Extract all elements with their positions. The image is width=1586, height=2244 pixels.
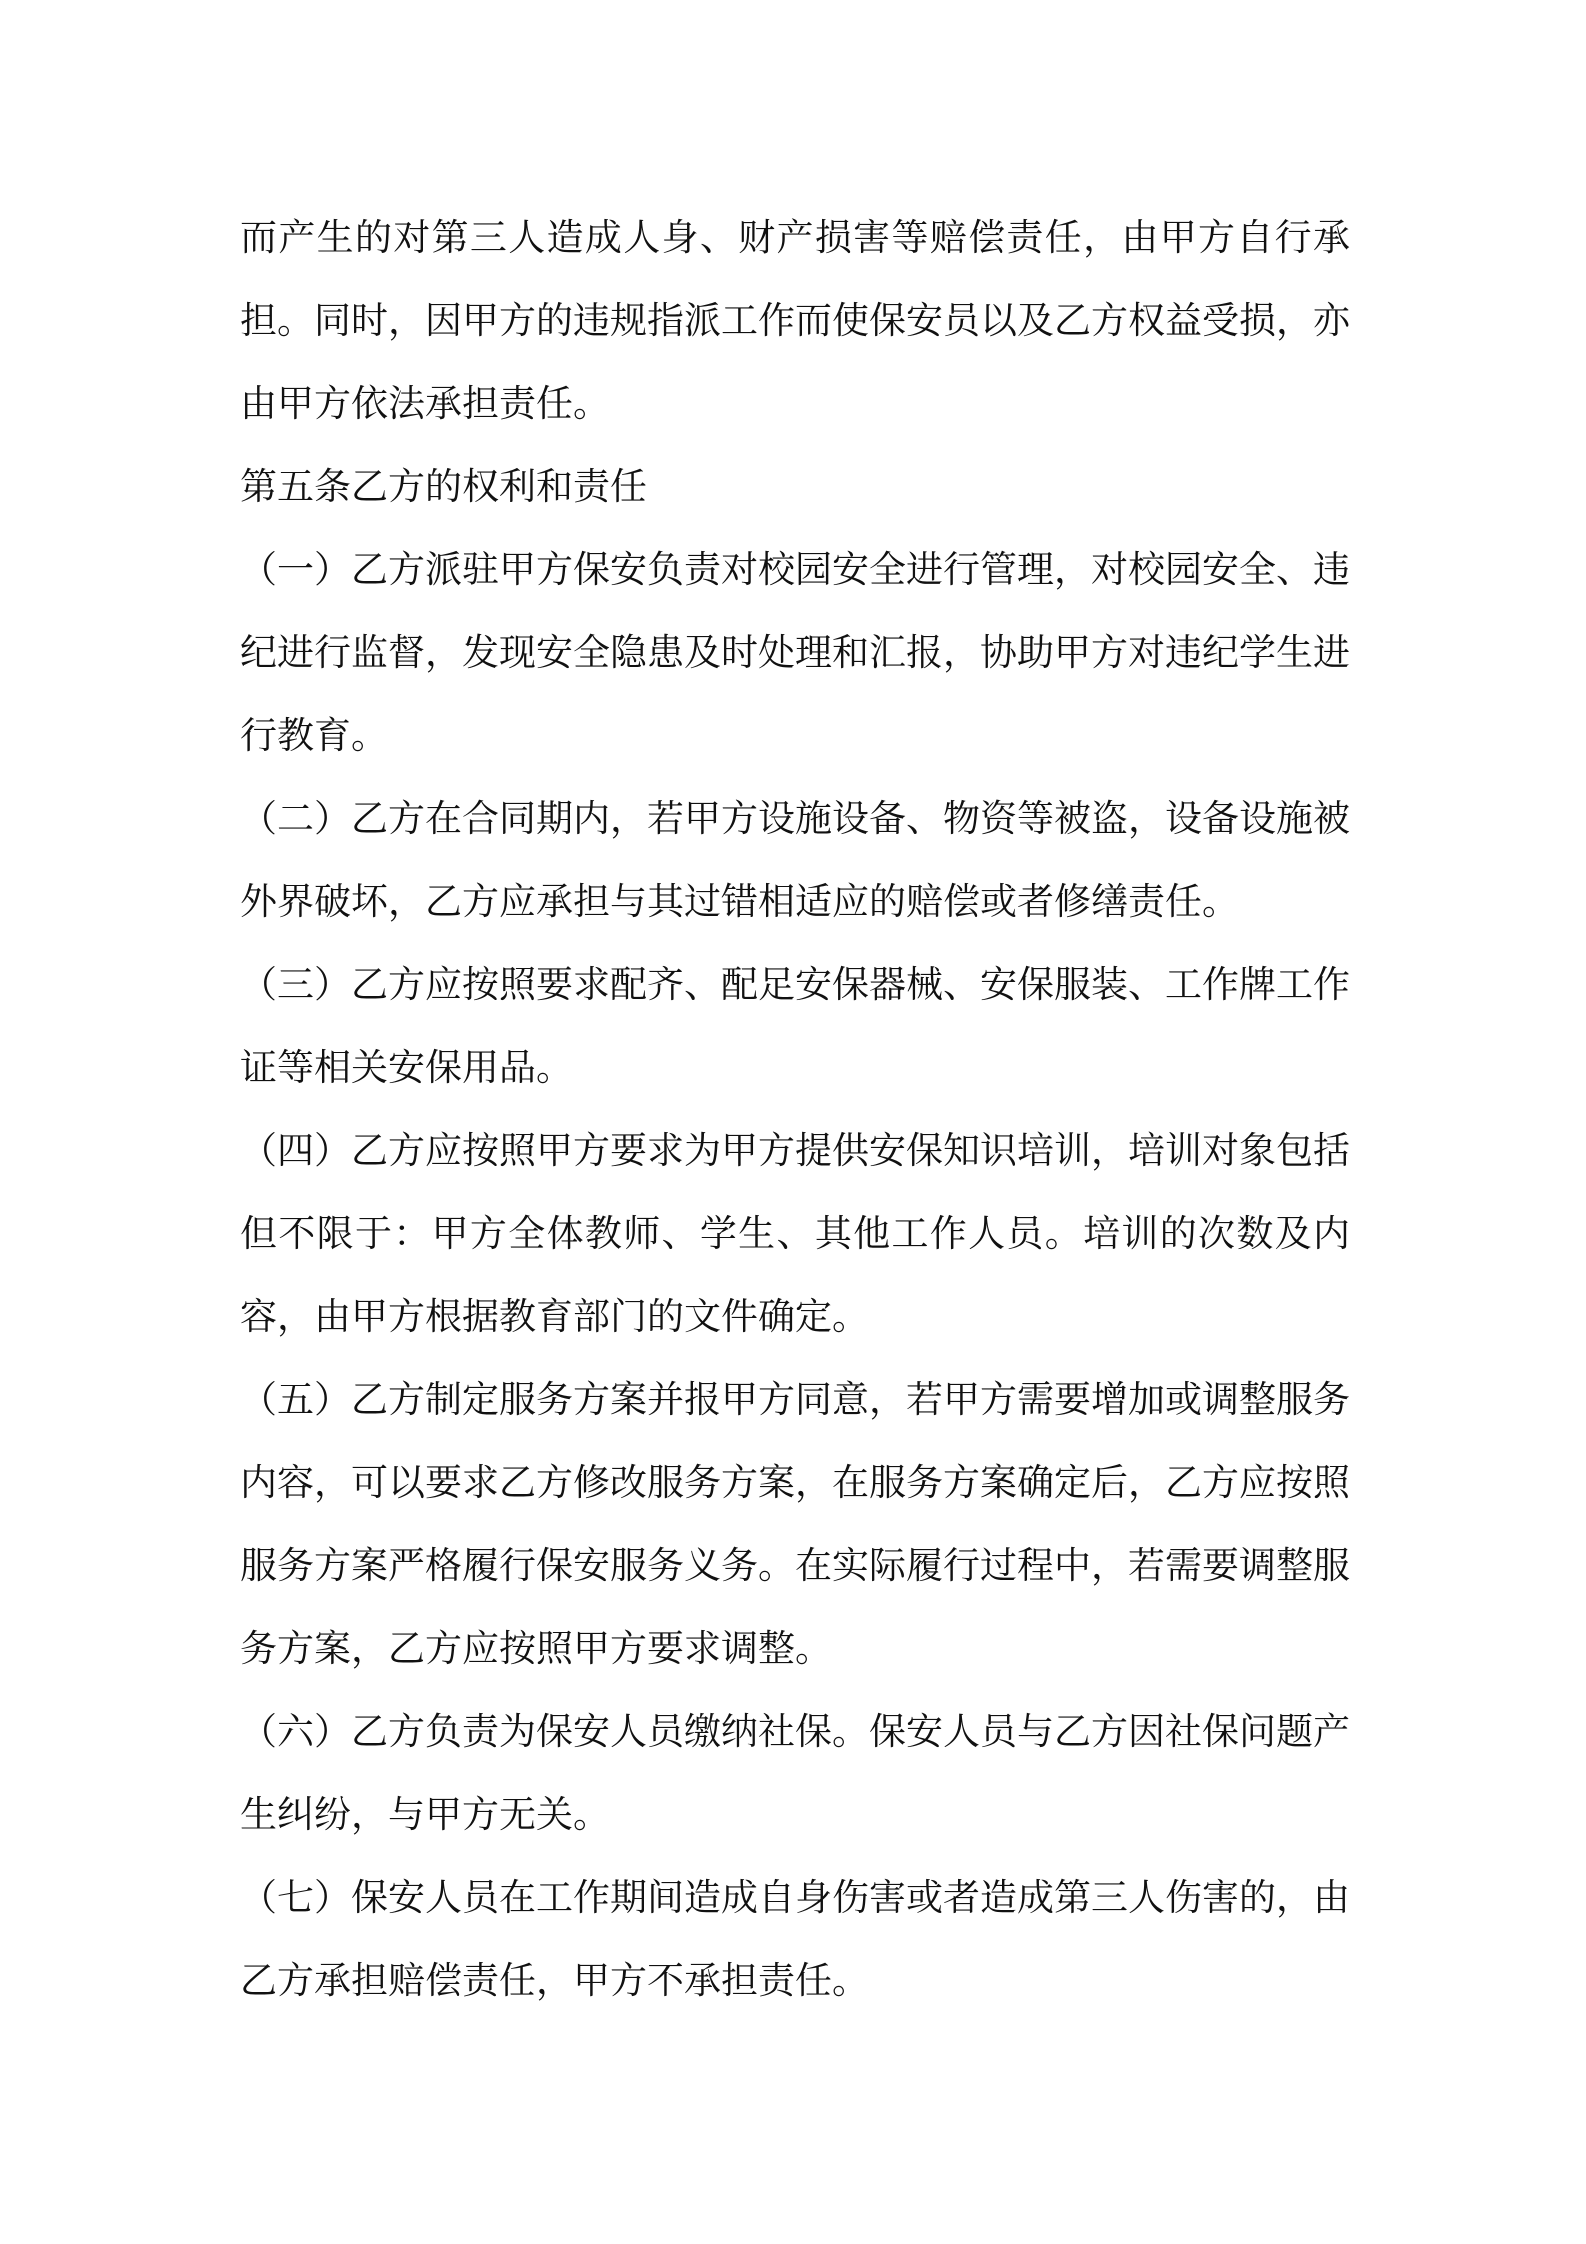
- clause-4: （四）乙方应按照甲方要求为甲方提供安保知识培训，培训对象包括但不限于：甲方全体教师、学生、其他工作人员。培训的次数及内容，由甲方根据教育部门的文件确定。: [240, 1129, 1350, 1338]
- clause-7: （七）保安人员在工作期间造成自身伤害或者造成第三人伤害的，由乙方承担赔偿责任，甲方不承担责任。: [240, 1876, 1350, 2002]
- clause-6: （六）乙方负责为保安人员缴纳社保。保安人员与乙方因社保问题产生纠纷，与甲方无关。: [240, 1710, 1350, 1836]
- clause-1: （一）乙方派驻甲方保安负责对校园安全进行管理，对校园安全、违纪进行监督，发现安全隐患及时处理和汇报，协助甲方对违纪学生进行教育。: [240, 548, 1350, 757]
- clause-3: （三）乙方应按照要求配齐、配足安保器械、安保服装、工作牌工作证等相关安保用品。: [240, 963, 1350, 1089]
- clause-2: （二）乙方在合同期内，若甲方设施设备、物资等被盗，设备设施被外界破坏，乙方应承担与其过错相适应的赔偿或者修缮责任。: [240, 797, 1350, 923]
- document-body: [240, 196, 1350, 2022]
- section-heading-article-5: 第五条乙方的权利和责任: [240, 465, 647, 508]
- clause-5: （五）乙方制定服务方案并报甲方同意，若甲方需要增加或调整服务内容，可以要求乙方修改服务方案，在服务方案确定后，乙方应按照服务方案严格履行保安服务义务。在实际履行过程中，若需要调整服务方案，乙方应按照甲方要求调整。: [240, 1378, 1350, 1670]
- paragraph-liability-continued: 而产生的对第三人造成人身、财产损害等赔偿责任，由甲方自行承担。同时，因甲方的违规指派工作而使保安员以及乙方权益受损，亦由甲方依法承担责任。: [240, 216, 1350, 425]
